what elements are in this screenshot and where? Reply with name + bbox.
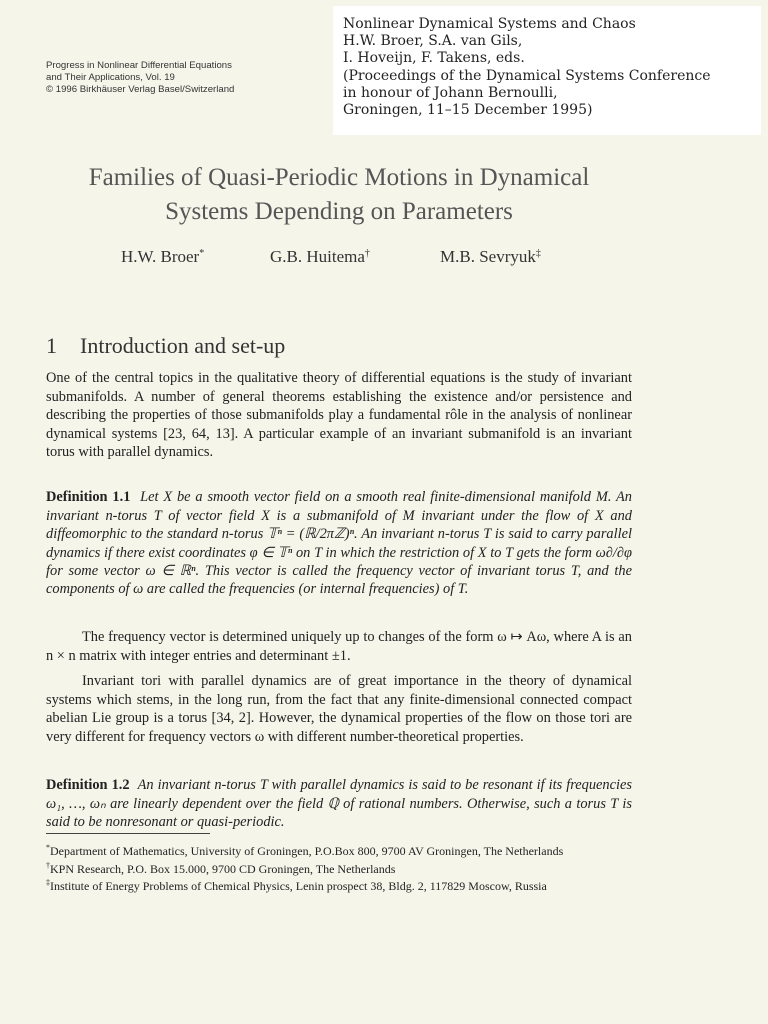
definition-1-2 (46, 776, 632, 831)
stamp-line: H.W. Broer, S.A. van Gils, (343, 33, 523, 50)
proceedings-stamp (333, 6, 761, 135)
intro-paragraph: One of the central topics in the qualitative theory of differential equations is the study of invariant submanifolds. A number of general theorems establishing the existence and/or persistence and describing the properties of those submanifolds play a fundamental rôle in the analysis of nonlinear dynamical systems [23, 64, 13]. A particular example of an invariant submanifold is an invariant torus with parallel dynamics. (46, 370, 632, 461)
footnote (46, 841, 632, 859)
stamp-line: Groningen, 11–15 December 1995) (343, 102, 593, 119)
footnote-text: Institute of Energy Problems of Chemical Physics, Lenin prospect 38, Bldg. 2, 117829 Moscow, Russia (50, 879, 547, 894)
author (440, 247, 541, 267)
author-list (0, 247, 768, 267)
author-mark: * (199, 248, 205, 259)
author-mark: † (364, 248, 370, 259)
copyright-line: © 1996 Birkhäuser Verlag Basel/Switzerland (46, 84, 235, 95)
author-name: M.B. Sevryuk (440, 247, 536, 266)
paper-title (0, 161, 678, 229)
frequency-paragraph: The frequency vector is determined uniquely up to changes of the form ω ↦ Aω, where A is an n × n matrix with integer entries and determinant ±1. (46, 629, 632, 664)
section-title: Introduction and set-up (80, 333, 286, 358)
definition-text: Let X be a smooth vector field on a smooth real finite-dimensional manifold M. An invariant n-torus T of vector field X is a submanifold of M invariant under the flow of X and diffeomorphic to the standard n-torus 𝕋ⁿ = (ℝ/2πℤ)ⁿ. An invariant n-torus T is said to carry parallel dynamics if there exist coordinates φ ∈ 𝕋ⁿ on T in which the restriction of X to T gets the form ω∂/∂φ for some vector ω ∈ ℝⁿ. This vector is called the frequency vector of invariant torus T, and the components of ω are called the frequencies (or internal frequencies) of T. (46, 489, 632, 598)
footnote-mark: † (46, 860, 50, 870)
section-number: 1 (46, 333, 57, 358)
footnote-mark: * (46, 843, 50, 852)
stamp-line: (Proceedings of the Dynamical Systems Conference (343, 67, 711, 84)
footnote-mark: ‡ (46, 878, 50, 888)
author (121, 247, 204, 267)
stamp-line: Nonlinear Dynamical Systems and Chaos (343, 16, 636, 32)
footnote (46, 859, 632, 877)
title-line-1: Families of Quasi-Periodic Motions in Dynamical (88, 164, 590, 191)
section-heading (46, 333, 285, 359)
footnote-rule (46, 833, 210, 834)
definition-1-1 (46, 488, 632, 598)
footnotes (46, 841, 632, 894)
stamp-line: I. Hoveijn, F. Takens, eds. (343, 50, 525, 67)
definition-text: An invariant n-torus T with parallel dynamics is said to be resonant if its frequencies ω₁, …, ωₙ are linearly dependent over the field ℚ of rational numbers. Otherwise, such a torus T is said to be nonresonant or quasi-periodic. (46, 777, 632, 831)
author-name: G.B. Huitema (270, 247, 365, 266)
footnote (46, 876, 632, 894)
definition-label: Definition 1.2 (46, 777, 130, 794)
footnote-text: Department of Mathematics, University of Groningen, P.O.Box 800, 9700 AV Groningen, The Netherlands (50, 844, 564, 858)
series-line-1: Progress in Nonlinear Differential Equations (46, 60, 232, 71)
title-line-2: Systems Depending on Parameters (165, 198, 513, 225)
author-name: H.W. Broer (121, 247, 200, 266)
author-mark: ‡ (535, 248, 541, 259)
stamp-line: in honour of Johann Bernoulli, (343, 84, 558, 101)
series-line-2: and Their Applications, Vol. 19 (46, 72, 175, 83)
footnote-text: KPN Research, P.O. Box 15.000, 9700 CD Groningen, The Netherlands (50, 861, 396, 876)
series-note (46, 60, 234, 96)
definition-label: Definition 1.1 (46, 489, 131, 506)
tori-paragraph: Invariant tori with parallel dynamics are of great importance in the theory of dynamical systems which stems, in the long run, from the fact that any finite-dimensional connected compact abelian Lie group is a torus [34, 2]. However, the dynamical properties of the flow on those tori are very different for frequency vectors ω with different number-theoretical properties. (46, 673, 632, 745)
author (270, 247, 370, 267)
